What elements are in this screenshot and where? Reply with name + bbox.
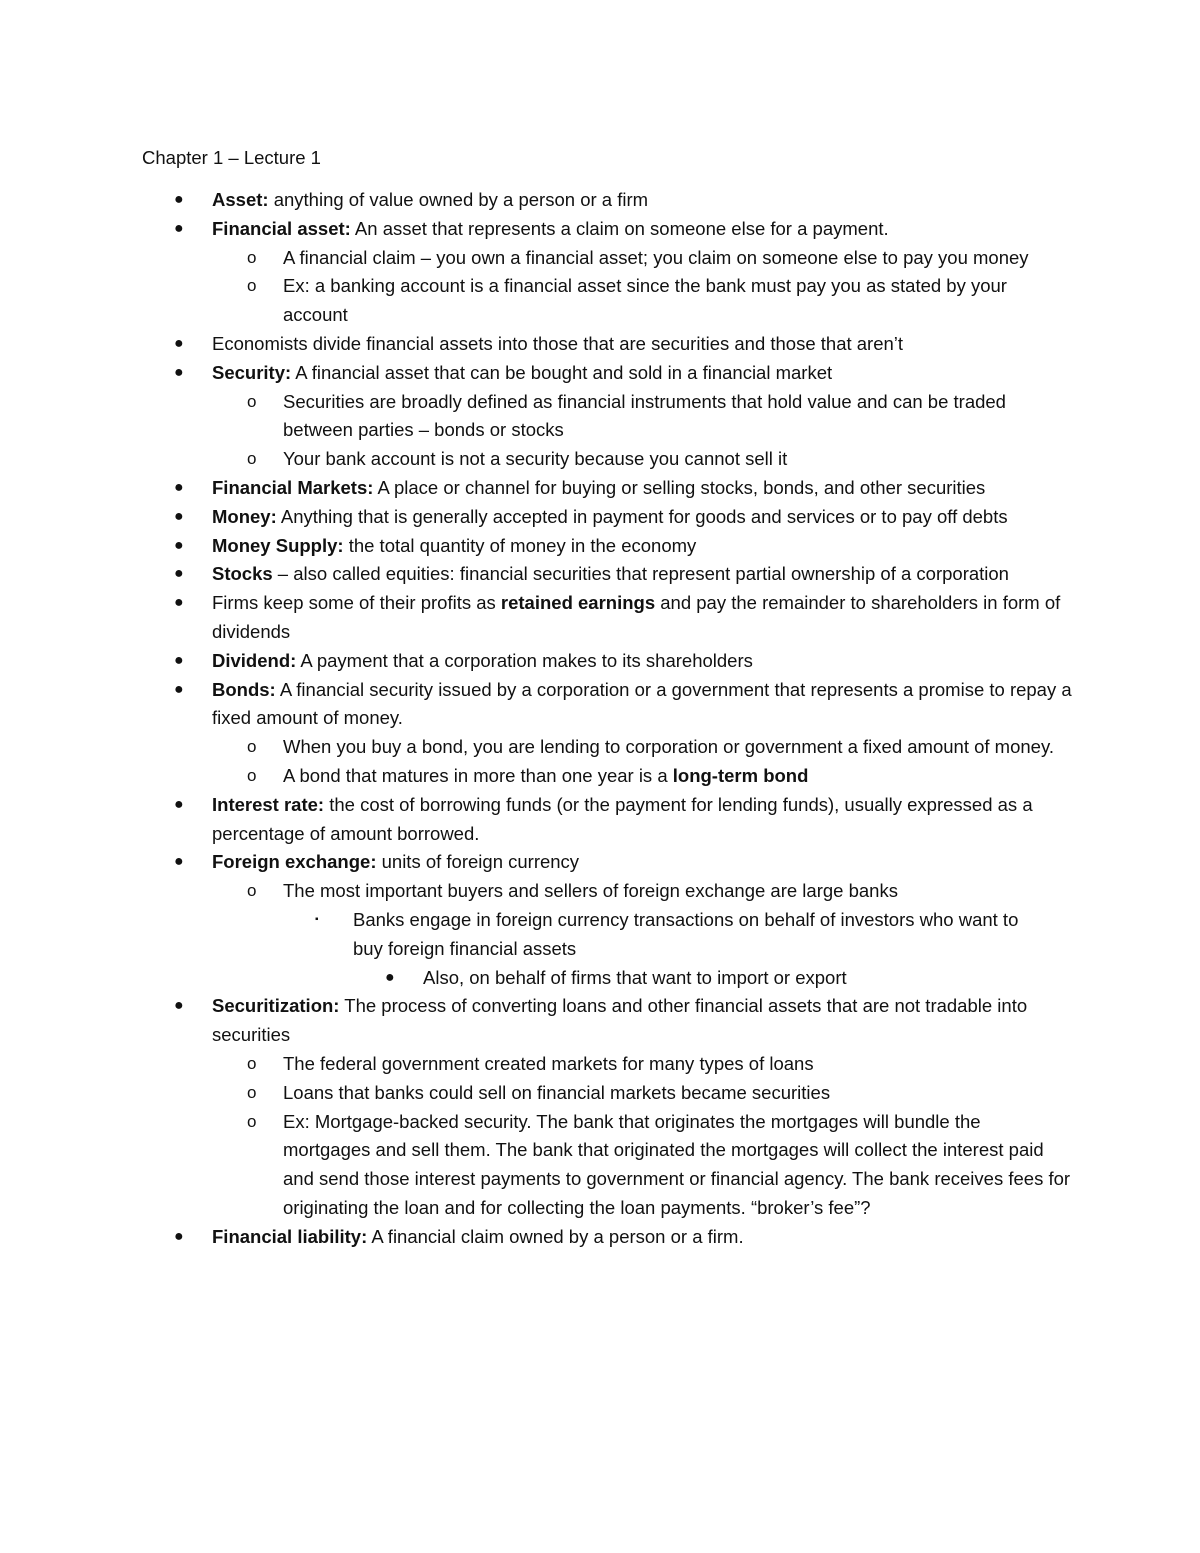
bullet-icon: ● xyxy=(174,853,184,871)
item-text: A financial claim owned by a person or a firm. xyxy=(367,1225,744,1247)
bullet-icon: ● xyxy=(174,680,184,698)
item-text: Ex: Mortgage-backed security. The bank that originates the mortgages will bundle the mortgages and sell them. The bank that originated the mortgages will collect the interest paid and send those interest payments to government or financial agency. The bank receives fees for originating the loan and for collecting the loan payments. “broker’s fee”? xyxy=(283,1110,1071,1218)
bullet-icon: ● xyxy=(174,594,184,612)
page-title: Chapter 1 – Lecture 1 xyxy=(142,147,321,168)
list-item xyxy=(174,330,1072,359)
list-item xyxy=(174,474,1072,503)
list-item xyxy=(174,186,1072,215)
list-item xyxy=(247,733,1073,762)
term-label: Stocks xyxy=(212,563,273,585)
item-text: Anything that is generally accepted in payment for goods and services or to pay off debts xyxy=(276,505,1008,527)
item-text: the cost of borrowing funds (or the payment for lending funds), usually expressed as a percentage of amount borrowed. xyxy=(212,793,1033,844)
item-text: Ex: a banking account is a financial asset since the bank must pay you as stated by your account xyxy=(283,275,1007,326)
item-text: Banks engage in foreign currency transactions on behalf of investors who want to buy foreign financial assets xyxy=(353,908,1019,959)
bullet-icon: ● xyxy=(385,968,395,986)
term-label: Foreign exchange: xyxy=(212,851,377,873)
bullet-icon: ● xyxy=(174,219,184,237)
list-item xyxy=(247,272,1073,330)
list-item xyxy=(174,791,1072,849)
term-label: Asset: xyxy=(212,189,269,210)
bullet-icon: ● xyxy=(174,565,184,583)
list-item xyxy=(174,848,1072,877)
list-item xyxy=(174,560,1072,589)
item-text: A bond that matures in more than one year is a xyxy=(283,764,673,786)
term-label: long-term bond xyxy=(672,764,809,786)
list-item xyxy=(174,503,1072,532)
list-item xyxy=(247,1050,1073,1079)
list-item xyxy=(174,647,1072,676)
term-label: Interest rate: xyxy=(212,793,325,815)
bullet-icon: o xyxy=(247,276,257,296)
item-text: Economists divide financial assets into those that are securities and those that aren’t xyxy=(212,332,904,354)
item-text: units of foreign currency xyxy=(376,851,580,873)
list-item xyxy=(315,906,1053,964)
term-label: Money Supply: xyxy=(212,534,344,556)
item-text: Securities are broadly defined as financial instruments that hold value and can be traded between parties – bonds or stocks xyxy=(283,390,1006,441)
term-label: Bonds: xyxy=(212,678,276,700)
item-text: The federal government created markets for many types of loans xyxy=(283,1052,814,1074)
term-label: Security: xyxy=(212,361,292,383)
term-label: retained earnings xyxy=(500,592,656,614)
list-item xyxy=(247,445,1073,474)
list-item xyxy=(174,676,1072,734)
bullet-icon: ● xyxy=(174,795,184,813)
bullet-icon: o xyxy=(247,1053,257,1073)
item-text: A financial asset that can be bought and sold in a financial market xyxy=(291,361,833,383)
bullet-icon: o xyxy=(247,737,257,757)
bullet-icon: o xyxy=(247,449,257,469)
list-item xyxy=(174,532,1072,561)
list-item xyxy=(174,359,1072,388)
item-text: An asset that represents a claim on someone else for a payment. xyxy=(350,217,889,239)
lecture-notes-list xyxy=(0,186,1200,1251)
list-item xyxy=(247,244,1073,273)
list-item xyxy=(247,762,1073,791)
item-text: A payment that a corporation makes to its shareholders xyxy=(296,649,753,671)
term-label: Financial Markets: xyxy=(212,476,374,498)
list-item xyxy=(247,1108,1073,1223)
bullet-icon: o xyxy=(247,391,257,411)
item-text: Your bank account is not a security because you cannot sell it xyxy=(283,448,788,470)
term-label: Financial liability: xyxy=(212,1225,368,1247)
bullet-icon: ● xyxy=(174,191,184,208)
item-text: anything of value owned by a person or a firm xyxy=(268,189,649,210)
list-item xyxy=(247,1079,1073,1108)
list-item xyxy=(174,1223,1072,1252)
item-text: Also, on behalf of firms that want to import or export xyxy=(423,966,847,988)
item-text: The most important buyers and sellers of foreign exchange are large banks xyxy=(283,880,898,902)
bullet-icon: ● xyxy=(174,1227,184,1245)
item-text: Loans that banks could sell on financial markets became securities xyxy=(283,1081,831,1103)
list-item xyxy=(174,589,1072,647)
term-label: Financial asset: xyxy=(212,217,351,239)
bullet-icon: o xyxy=(247,765,257,785)
bullet-icon: o xyxy=(247,881,257,901)
item-text: The process of converting loans and other financial assets that are not tradable into securities xyxy=(212,995,1028,1046)
bullet-icon: o xyxy=(247,247,257,267)
item-text: Firms keep some of their profits as xyxy=(212,592,501,614)
item-text: When you buy a bond, you are lending to corporation or government a fixed amount of money. xyxy=(283,736,1054,758)
bullet-icon: ● xyxy=(174,334,184,352)
bullet-icon: o xyxy=(247,1082,257,1102)
item-text: – also called equities: financial securities that represent partial ownership of a corporation xyxy=(272,563,1009,585)
item-text: A place or channel for buying or selling stocks, bonds, and other securities xyxy=(373,476,986,498)
bullet-icon: ▪ xyxy=(315,913,319,925)
term-label: Securitization: xyxy=(212,995,340,1017)
bullet-icon: o xyxy=(247,1111,257,1131)
list-item xyxy=(247,388,1073,446)
item-text: and pay the remainder to shareholders in form of dividends xyxy=(212,592,1061,642)
list-item xyxy=(247,877,1073,906)
item-text: A financial claim – you own a financial asset; you claim on someone else to pay you money xyxy=(283,246,1029,268)
list-item xyxy=(385,964,1063,993)
bullet-icon: ● xyxy=(174,478,184,496)
item-text: A financial security issued by a corporation or a government that represents a promise to repay a fixed amount of money. xyxy=(212,678,1072,729)
bullet-icon: ● xyxy=(174,363,184,381)
bullet-icon: ● xyxy=(174,651,184,669)
bullet-icon: ● xyxy=(174,507,184,525)
list-item xyxy=(174,992,1072,1050)
bullet-icon: ● xyxy=(174,997,184,1015)
list-item xyxy=(174,215,1072,244)
bullet-icon: ● xyxy=(174,536,184,554)
item-text: the total quantity of money in the economy xyxy=(343,534,697,556)
term-label: Money: xyxy=(212,505,277,527)
term-label: Dividend: xyxy=(212,649,297,671)
